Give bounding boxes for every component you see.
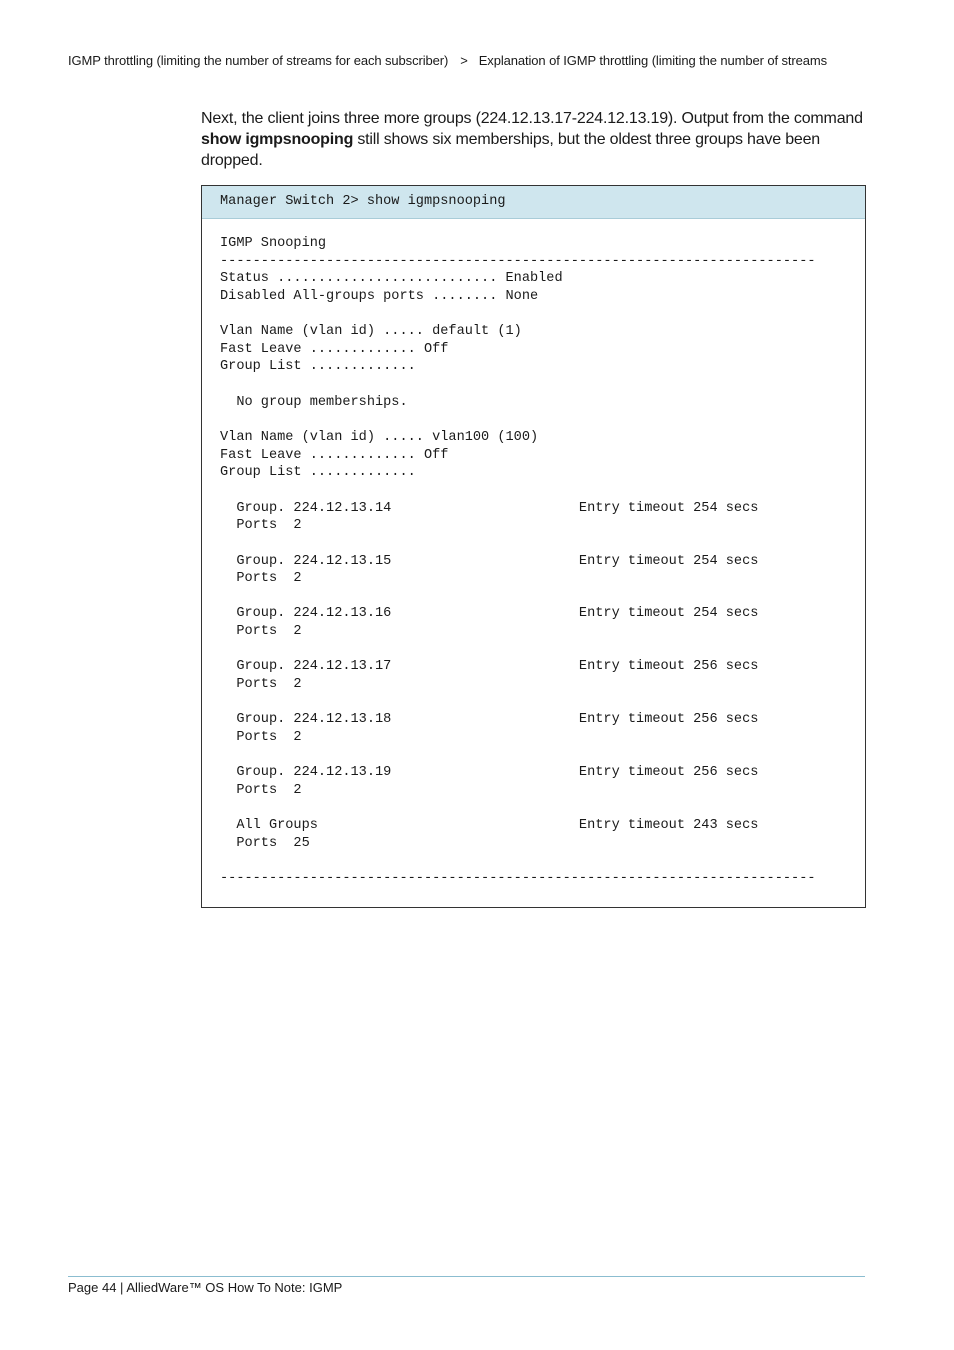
terminal-line: No group memberships. bbox=[220, 394, 408, 410]
terminal-line bbox=[220, 588, 865, 606]
intro-command: show igmpsnooping bbox=[201, 131, 354, 148]
terminal-line: All Groups Entry timeout 243 secs bbox=[220, 818, 759, 834]
terminal-line: Group. 224.12.13.19 Entry timeout 256 secs bbox=[220, 765, 759, 781]
terminal-line: Disabled All-groups ports ........ None bbox=[220, 288, 539, 304]
terminal-line: Ports 2 bbox=[220, 624, 302, 640]
terminal-line bbox=[220, 535, 865, 553]
terminal-line bbox=[220, 306, 865, 324]
terminal-line: Group. 224.12.13.14 Entry timeout 254 secs bbox=[220, 500, 759, 516]
breadcrumb-page: Explanation of IGMP throttling (limiting the number of streams bbox=[478, 53, 828, 68]
terminal-line: Ports 2 bbox=[220, 571, 302, 587]
terminal-line: Fast Leave ............. Off bbox=[220, 341, 449, 357]
intro-text-before: Next, the client joins three more groups (224.12.13.17-224.12.13.19). Output from the command bbox=[201, 110, 863, 127]
terminal-line: Ports 25 bbox=[220, 835, 310, 851]
terminal-line: Status ........................... Enabled bbox=[220, 271, 563, 287]
terminal-line: Vlan Name (vlan id) ..... vlan100 (100) bbox=[220, 430, 539, 446]
terminal-line bbox=[220, 800, 865, 818]
terminal-line bbox=[220, 411, 865, 429]
terminal-line: Group. 224.12.13.18 Entry timeout 256 secs bbox=[220, 712, 759, 728]
intro-text-after: still shows six memberships, but the oldest three groups have been dropped. bbox=[201, 131, 820, 169]
terminal-line: Ports 2 bbox=[220, 518, 302, 534]
terminal-line: Group. 224.12.13.15 Entry timeout 254 secs bbox=[220, 553, 759, 569]
breadcrumb-separator: > bbox=[460, 53, 468, 68]
terminal-line: ------------------------------------------------------------------------- bbox=[220, 871, 816, 887]
terminal-line: Ports 2 bbox=[220, 729, 302, 745]
intro-paragraph bbox=[201, 108, 871, 171]
terminal-line: Group. 224.12.13.17 Entry timeout 256 secs bbox=[220, 659, 759, 675]
terminal-line: Ports 2 bbox=[220, 677, 302, 693]
footer-divider bbox=[68, 1276, 865, 1277]
terminal-line: Fast Leave ............. Off bbox=[220, 447, 449, 463]
terminal-line bbox=[220, 852, 865, 870]
terminal-line: Group List ............. bbox=[220, 359, 416, 375]
breadcrumb bbox=[68, 53, 868, 68]
terminal-line: Group List ............. bbox=[220, 465, 416, 481]
terminal-line bbox=[220, 747, 865, 765]
page-footer: Page 44 | AlliedWare™ OS How To Note: IGMP bbox=[68, 1280, 343, 1295]
terminal-command-line: Manager Switch 2> show igmpsnooping bbox=[202, 186, 865, 219]
breadcrumb-section: IGMP throttling (limiting the number of streams for each subscriber) bbox=[68, 53, 449, 68]
terminal-line bbox=[220, 482, 865, 500]
terminal-body bbox=[202, 219, 865, 888]
terminal-line: Ports 2 bbox=[220, 782, 302, 798]
terminal-line bbox=[220, 694, 865, 712]
terminal-line: Group. 224.12.13.16 Entry timeout 254 secs bbox=[220, 606, 759, 622]
terminal-line: ------------------------------------------------------------------------- bbox=[220, 253, 816, 269]
terminal-line bbox=[220, 641, 865, 659]
terminal-line: Vlan Name (vlan id) ..... default (1) bbox=[220, 324, 522, 340]
terminal-line bbox=[220, 376, 865, 394]
terminal-line: IGMP Snooping bbox=[220, 236, 327, 251]
terminal-output-box bbox=[201, 185, 866, 908]
